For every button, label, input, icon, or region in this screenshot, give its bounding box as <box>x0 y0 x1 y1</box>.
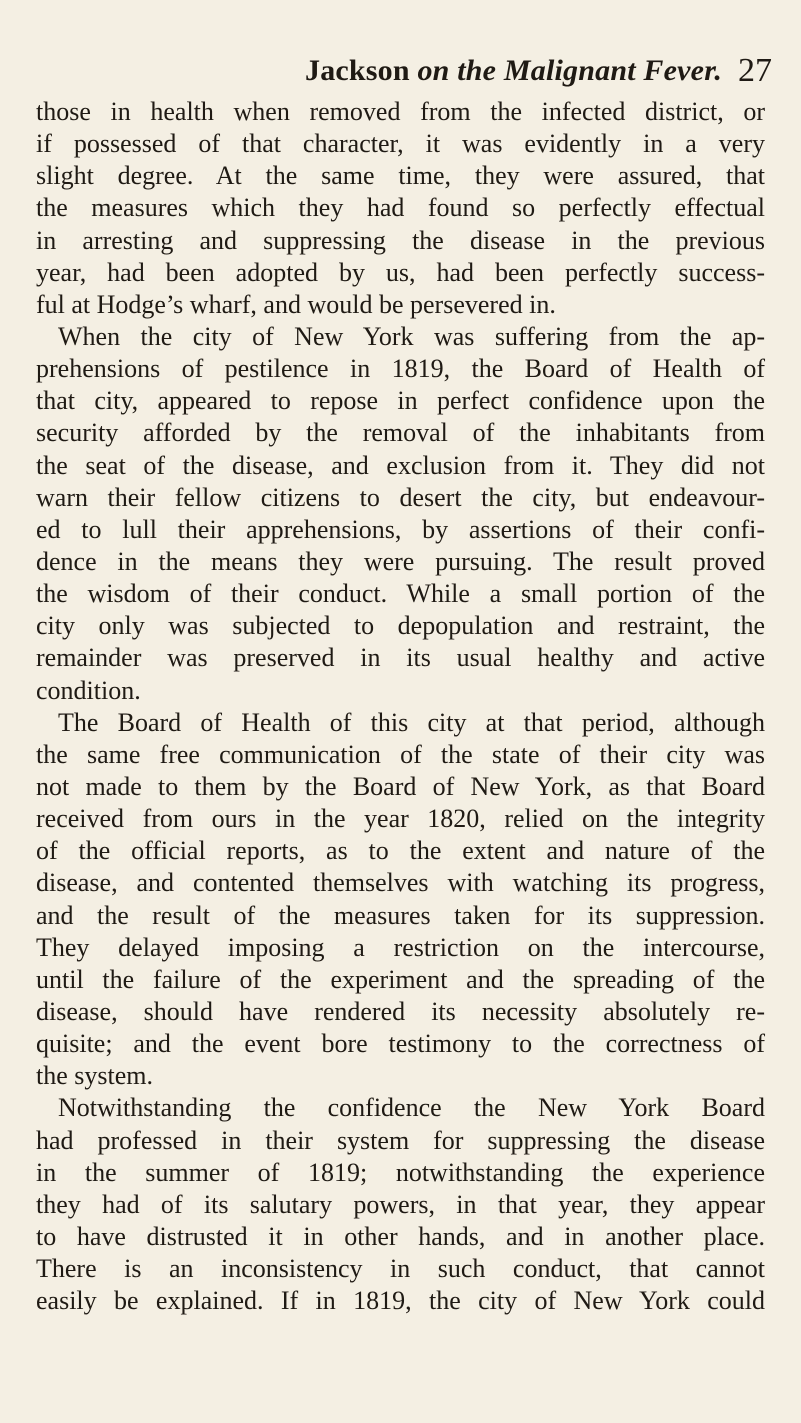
text-line: and the result of the measures taken for its suppression. <box>36 900 765 930</box>
text-line: in arresting and suppressing the disease in the previous <box>36 225 765 255</box>
text-line: had professed in their system for suppressing the disease <box>36 1125 765 1155</box>
body-text <box>36 96 765 1317</box>
text-line: easily be explained. If in 1819, the city of New York could <box>36 1286 765 1316</box>
text-line: They delayed imposing a restriction on the intercourse, <box>36 932 765 962</box>
running-title <box>305 54 722 88</box>
text-line: city only was subjected to depopulation and restraint, the <box>36 611 765 641</box>
text-line: When the city of New York was suffering from the ap- <box>58 321 765 351</box>
text-line: ed to lull their apprehensions, by assertions of their confi- <box>36 514 765 544</box>
text-line: disease, should have rendered its necessity absolutely re- <box>36 996 765 1026</box>
text-line: year, had been adopted by us, had been perfectly success- <box>36 257 765 287</box>
text-line: the same free communication of the state of their city was <box>36 739 765 769</box>
text-line: the measures which they had found so perfectly effectual <box>36 193 765 223</box>
text-line: remainder was preserved in its usual healthy and active <box>36 643 765 673</box>
text-line: the system. <box>36 1061 153 1091</box>
text-line: dence in the means they were pursuing. The result proved <box>36 546 765 576</box>
text-line: slight degree. At the same time, they were assured, that <box>36 161 765 191</box>
text-line: that city, appeared to repose in perfect confidence upon the <box>36 386 765 416</box>
running-title-italic: on the Malignant Fever. <box>417 54 723 87</box>
text-line: to have distrusted it in other hands, and in another place. <box>36 1221 765 1251</box>
text-line: if possessed of that character, it was evidently in a very <box>36 129 765 159</box>
text-line: those in health when removed from the infected district, or <box>36 97 765 126</box>
text-line: not made to them by the Board of New York, as that Board <box>36 771 765 801</box>
text-line: they had of its salutary powers, in that year, they appear <box>36 1189 765 1219</box>
text-line: of the official reports, as to the extent and nature of the <box>36 836 765 866</box>
text-line: quisite; and the event bore testimony to the correctness of <box>36 1029 765 1059</box>
running-title-author: Jackson <box>305 54 410 87</box>
text-line: There is an inconsistency in such conduct, that cannot <box>36 1254 765 1284</box>
text-line: the wisdom of their conduct. While a small portion of the <box>36 579 765 609</box>
text-line: received from ours in the year 1820, relied on the integrity <box>36 804 765 834</box>
page-number: 27 <box>738 52 772 89</box>
text-line: the seat of the disease, and exclusion from it. They did not <box>36 450 765 480</box>
text-line: warn their fellow citizens to desert the city, but endeavour- <box>36 482 765 512</box>
text-line: The Board of Health of this city at that period, although <box>58 707 765 737</box>
text-line: until the failure of the experiment and the spreading of the <box>36 964 765 994</box>
text-line: Notwithstanding the confidence the New York Board <box>58 1093 765 1123</box>
text-line: in the summer of 1819; notwithstanding the experience <box>36 1157 765 1187</box>
text-line: disease, and contented themselves with watching its progress, <box>36 868 765 898</box>
text-line: prehensions of pestilence in 1819, the Board of Health of <box>36 354 765 384</box>
text-line: condition. <box>36 675 141 705</box>
text-line: ful at Hodge’s wharf, and would be persevered in. <box>36 289 556 319</box>
running-head <box>0 54 801 94</box>
text-line: security afforded by the removal of the inhabitants from <box>36 418 765 448</box>
